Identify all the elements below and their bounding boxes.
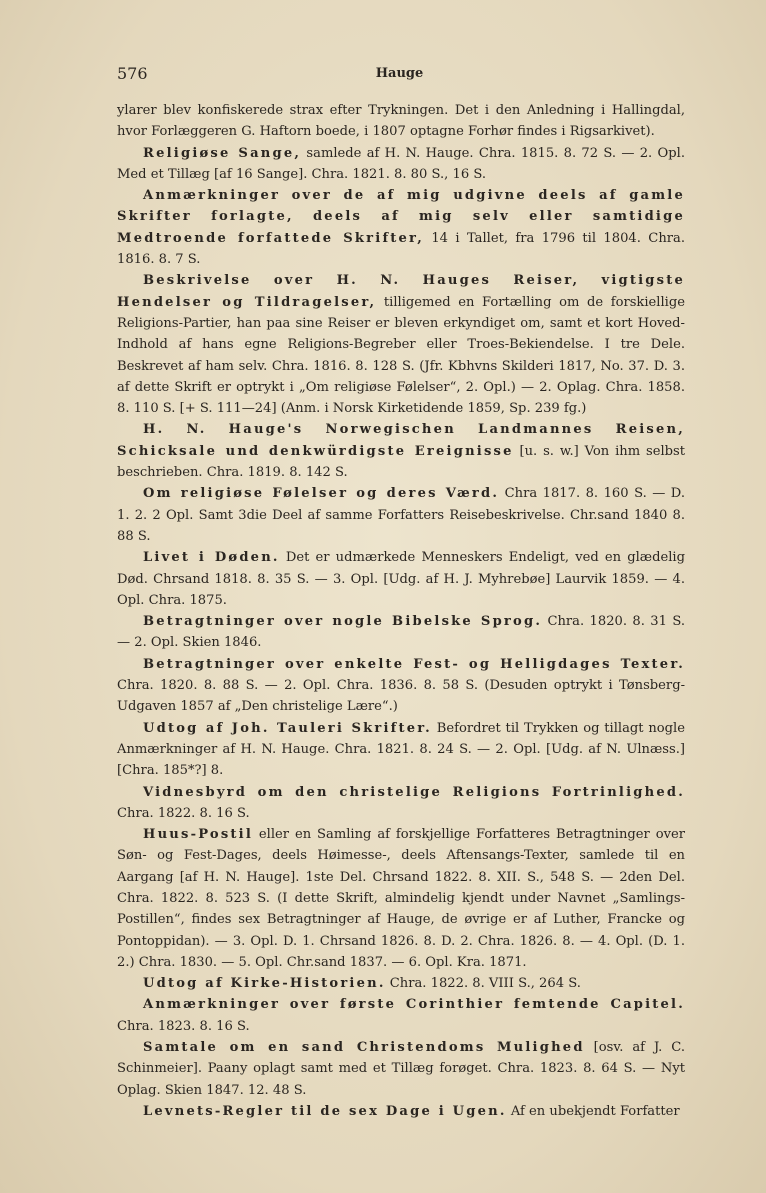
bibliography-entry [117,483,685,547]
entry-title: Levnets-Regler til de sex Dage i Ugen. [143,1103,507,1119]
entry-text: ylarer blev konfiskerede strax efter Trykningen. Det i den Anledning i Hallingdal, hvor Forlæggeren G. Haftorn boede, i 1807 optagne Forhør findes i Rigsarkivet). [117,103,685,140]
page-header [117,64,682,88]
bibliography-entry [117,1037,685,1101]
entry-text: eller en Samling af forskjellige Forfatteres Betragtninger over Søn- og Fest-Dages, deels Høimesse-, deels Aftensangs-Texter, samlede til en Aargang [af H. N. Hauge]. 1ste Del. Chrsand 1822. 8. XII. S., 548 S. — 2den Del. Chra. 1822. 8. 523 S. (I dette Skrift, almindelig kjendt under Navnet „Samlings-Postillen“, findes sex Betragtninger af Hauge, de øvrige er af Luther, Francke og Pontoppidan). — 3. Opl. D. 1. Chrsand 1826. 8. D. 2. Chra. 1826. 8. — 4. Opl. (D. 1. 2.) Chra. 1830. — 5. Opl. Chr.sand 1837. — 6. Opl. Kra. 1871. [117,827,685,970]
entry-title: Anmærkninger over første Corinthier femtende Capitel. [143,997,685,1013]
entry-text: tilligemed en Fortælling om de forskiellige Religions-Partier, han paa sine Reiser er bleven erkyndiget om, samt et kort Hoved-Indhold af hans egne Religions-Begreber eller Troes-Bekiendelse. I tre Dele. Beskrevet af ham selv. Chra. 1816. 8. 128 S. (Jfr. Kbhvns Skilderi 1817, No. 37. D. 3. af dette Skrift er optrykt i „Om religiøse Følelser“, 2. Opl.) — 2. Oplag. Chra. 1858. 8. 110 S. [+ S. 111—24] (Anm. i Norsk Kirketidende 1859, Sp. 239 fg.) [117,294,685,417]
bibliography-entry [117,100,685,143]
bibliography-entry [117,270,685,419]
entry-title: H. N. Hauge's Norwegischen Landmannes Reisen, Schicksale und denkwürdigste Ereignisse [117,422,685,459]
entry-text: 14 i Tallet, fra 1796 til 1804. Chra. 1816. 8. 7 S. [117,230,685,268]
entry-title: Samtale om en sand Christendoms Mulighed [143,1040,585,1056]
bibliography-entry [117,185,685,270]
entry-text: Af en ubekjendt Forfatter [506,1103,680,1119]
bibliography-entry [117,143,685,186]
running-head: Hauge [375,66,424,81]
entry-text: [u. s. w.] Von ihm selbst beschrieben. Chra. 1819. 8. 142 S. [117,443,685,481]
bibliography-entry [117,419,685,483]
bibliography-entry [117,973,685,994]
bibliography-entry [117,824,685,973]
bibliography-entry [117,994,685,1037]
entry-title: Udtog af Joh. Tauleri Skrifter. [143,720,432,736]
entry-text: Befordret til Trykken og tillagt nogle Anmærkninger af H. N. Hauge. Chra. 1821. 8. 24 S. — 2. Opl. [Udg. af N. Ulnæss.] [Chra. 185*?] 8. [117,720,685,779]
entry-text: Chra. 1823. 8. 16 S. [117,1018,250,1034]
entry-text: Chra. 1822. 8. VIII S., 264 S. [385,976,581,992]
entry-text: Chra. 1822. 8. 16 S. [117,805,250,821]
bibliography-entry [117,611,685,654]
entry-text: [osv. af J. C. Schinmeier]. Paany oplagt samt med et Tillæg forøget. Chra. 1823. 8. 64 S. — Nyt Oplag. Skien 1847. 12. 48 S. [117,1040,686,1098]
bibliography-entry [117,1101,685,1122]
entry-title: Religiøse Sange, [143,145,302,161]
entry-text: Chra. 1820. 8. 88 S. — 2. Opl. Chra. 1836. 8. 58 S. (Desuden optrykt i Tønsberg-Udgaven 1857 af „Den christelige Lære“.) [117,678,685,715]
entry-text: Chra 1817. 8. 160 S. — D. 1. 2. 2 Opl. Samt 3die Deel af samme Forfatters Reisebeskrivelse. Chr.sand 1840 8. 88 S. [117,486,685,544]
entry-title: Vidnesbyrd om den christelige Religions Fortrinlighed. [143,784,685,800]
entry-title: Livet i Døden. [143,550,280,566]
entry-title: Huus-Postil [143,827,254,843]
entry-title: Udtog af Kirke-Historien. [143,976,386,992]
bibliography-entry [117,654,685,718]
entry-text: Chra. 1820. 8. 31 S. — 2. Opl. Skien 1846. [117,614,685,651]
entry-text: Det er udmærkede Menneskers Endeligt, ved en glædelig Død. Chrsand 1818. 8. 35 S. — 3. Opl. [Udg. af H. J. Myhrebøe] Laurvik 1859. — 4. Opl. Chra. 1875. [117,550,685,608]
entry-title: Anmærkninger over de af mig udgivne deels af gamle Skrifter forlagte, deels af mig selv eller samtidige Medtroende forfattede Skrifter, [117,188,685,246]
entry-title: Betragtninger over nogle Bibelske Sprog. [143,614,543,630]
entry-title: Betragtninger over enkelte Fest- og Helligdages Texter. [143,656,685,672]
entry-title: Om religiøse Følelser og deres Værd. [143,486,500,502]
bibliography-entry [117,718,685,782]
bibliography-entry [117,547,685,611]
bibliography-body [117,100,685,1122]
entry-title: Beskrivelse over H. N. Hauges Reiser, vigtigste Hendelser og Tildragelser, [117,273,685,310]
entry-text: samlede af H. N. Hauge. Chra. 1815. 8. 72 S. — 2. Opl. Med et Tillæg [af 16 Sange]. Chra. 1821. 8. 80 S., 16 S. [117,145,685,182]
bibliography-entry [117,782,685,825]
page-number: 576 [117,64,148,83]
